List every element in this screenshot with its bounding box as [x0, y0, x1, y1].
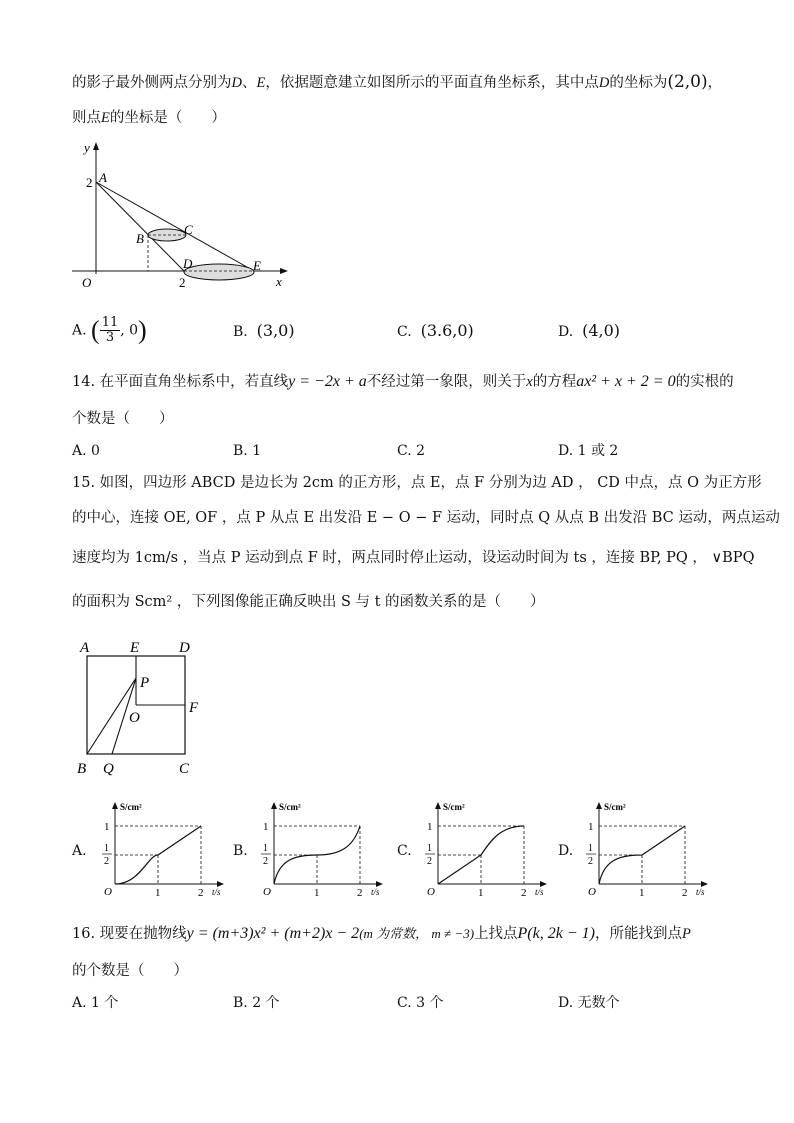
q15-graph-d-yhalf-den: 2 — [588, 856, 593, 867]
q13-x-tick-2: 2 — [179, 275, 186, 290]
q15-option-c-label[interactable]: C. — [397, 843, 412, 859]
q15-graph-a-ylabel: S/cm² — [120, 802, 142, 812]
q13-point-D: D — [183, 256, 193, 271]
q15-graph-a-yhalf-den: 2 — [104, 856, 109, 867]
q13-option-d[interactable]: D. (4,0) — [558, 321, 621, 340]
q15-option-d-label[interactable]: D. — [558, 843, 574, 859]
q15-label-O: O — [129, 710, 140, 726]
q13-point-B: B — [136, 231, 144, 246]
q13-coordinate-figure — [68, 140, 298, 300]
q13-x-axis-label: x — [276, 274, 282, 289]
q15-graph-a-yhalf-num: 1 — [104, 843, 109, 854]
q16-option-d[interactable]: D. 无数个 — [558, 995, 620, 1011]
q15-graph-c-xlabel: t/s — [535, 887, 544, 897]
q15-graph-d-x1: 1 — [639, 887, 645, 899]
q15-graph-c-yhalf-num: 1 — [427, 843, 432, 854]
q13-y-tick-2: 2 — [86, 175, 93, 190]
q13-point-C: C — [184, 222, 193, 237]
q15-graph-d-xlabel: t/s — [696, 887, 705, 897]
q14-option-d[interactable]: D. 1 或 2 — [558, 443, 619, 459]
q15-square-figure — [72, 634, 212, 784]
q15-label-F: F — [189, 700, 199, 716]
q15-label-Q: Q — [103, 761, 114, 777]
q16-option-c[interactable]: C. 3 个 — [397, 995, 444, 1011]
q15-graph-d-origin: O — [588, 886, 596, 898]
q16-option-a[interactable]: A. 1 个 — [72, 995, 119, 1011]
q15-graph-d[interactable] — [574, 800, 714, 900]
q15-label-C: C — [179, 761, 190, 777]
q14-text-line-1: 14. 在平面直角坐标系中，若直线y = −2x + a不经过第一象限，则关于x的方程ax² + x + 2 = 0的实根的 — [72, 373, 734, 390]
q13-option-c[interactable]: C. (3.6,0) — [397, 321, 474, 340]
q15-graph-c-x1: 1 — [478, 887, 484, 899]
q15-graph-b[interactable] — [249, 800, 389, 900]
q13-origin-label: O — [82, 275, 92, 290]
q15-graph-d-x2: 2 — [682, 887, 688, 899]
q15-graph-d-ylabel: S/cm² — [604, 802, 626, 812]
q15-text-line-3: 速度均为 1cm/s ，当点 P 运动到点 F 时，两点同时停止运动，设运动时间为 ts ，连接 BP, PQ ， ∨BPQ — [72, 550, 755, 566]
q15-graph-b-x1: 1 — [314, 887, 320, 899]
q15-graph-c-yhalf-den: 2 — [427, 856, 432, 867]
q14-option-b[interactable]: B. 1 — [233, 443, 262, 459]
q15-graph-b-origin: O — [263, 886, 271, 898]
q15-graph-a-x2: 2 — [198, 887, 204, 899]
q15-graph-a-y1: 1 — [104, 821, 110, 833]
q15-graph-a[interactable] — [90, 800, 230, 900]
q15-graph-b-ylabel: S/cm² — [279, 802, 301, 812]
q15-graph-b-yhalf-den: 2 — [263, 856, 268, 867]
q15-label-D: D — [179, 640, 190, 656]
q15-label-E: E — [130, 640, 140, 656]
q15-graph-a-origin: O — [104, 886, 112, 898]
q15-graph-c-ylabel: S/cm² — [443, 802, 465, 812]
q15-graph-c[interactable] — [413, 800, 553, 900]
q15-label-A: A — [80, 640, 90, 656]
q13-point-A: A — [99, 170, 107, 185]
q16-text-line-1: 16. 现要在抛物线y = (m+3)x² + (m+2)x − 2(m 为常数， m ≠ −3)上找点P(k, 2k − 1)，所能找到点P — [72, 925, 691, 942]
q14-text-line-2: 个数是（ ） — [72, 411, 174, 427]
q15-text-line-1: 15. 如图，四边形 ABCD 是边长为 2cm 的正方形，点 E，点 F 分别为边 AD ， CD 中点，点 O 为正方形 — [72, 475, 762, 491]
q14-option-c[interactable]: C. 2 — [397, 443, 426, 459]
q13-option-a[interactable]: A. ( $\frac{11}{3}$ , 0) — [72, 315, 147, 345]
q15-option-b-label[interactable]: B. — [233, 843, 248, 859]
q15-graph-b-yhalf-num: 1 — [263, 843, 268, 854]
q15-text-line-2: 的中心，连接 OE, OF ，点 P 从点 E 出发沿 E − O − F 运动，同时点 Q 从点 B 出发沿 BC 运动，两点运动 — [72, 510, 780, 526]
q15-label-P: P — [140, 675, 150, 691]
q15-graph-a-x1: 1 — [155, 887, 161, 899]
q15-graph-b-x2: 2 — [357, 887, 363, 899]
q15-graph-a-xlabel: t/s — [212, 887, 221, 897]
q13-point-E: E — [253, 258, 261, 273]
q15-graph-c-y1: 1 — [427, 821, 433, 833]
q15-graph-c-origin: O — [427, 886, 435, 898]
q15-graph-d-y1: 1 — [588, 821, 594, 833]
q13-text-line-1: 的影子最外侧两点分别为D、E，依据题意建立如图所示的平面直角坐标系，其中点D的坐标为(2,0)， — [72, 72, 723, 92]
q14-option-a[interactable]: A. 0 — [72, 443, 100, 459]
q15-graph-b-xlabel: t/s — [371, 887, 380, 897]
q15-graph-b-y1: 1 — [263, 821, 269, 833]
q15-graph-c-x2: 2 — [521, 887, 527, 899]
q15-option-a-label[interactable]: A. — [72, 843, 87, 859]
q13-y-axis-label: y — [84, 140, 90, 155]
q16-text-line-2: 的个数是（ ） — [72, 963, 188, 979]
q13-option-b[interactable]: B. (3,0) — [233, 321, 295, 340]
q16-option-b[interactable]: B. 2 个 — [233, 995, 280, 1011]
q15-text-line-4: 的面积为 Scm² ，下列图像能正确反映出 S 与 t 的函数关系的是（ ） — [72, 594, 545, 610]
q15-label-B: B — [77, 761, 87, 777]
q13-text-line-2: 则点E的坐标是（ ） — [72, 110, 226, 126]
q15-graph-d-yhalf-num: 1 — [588, 843, 593, 854]
